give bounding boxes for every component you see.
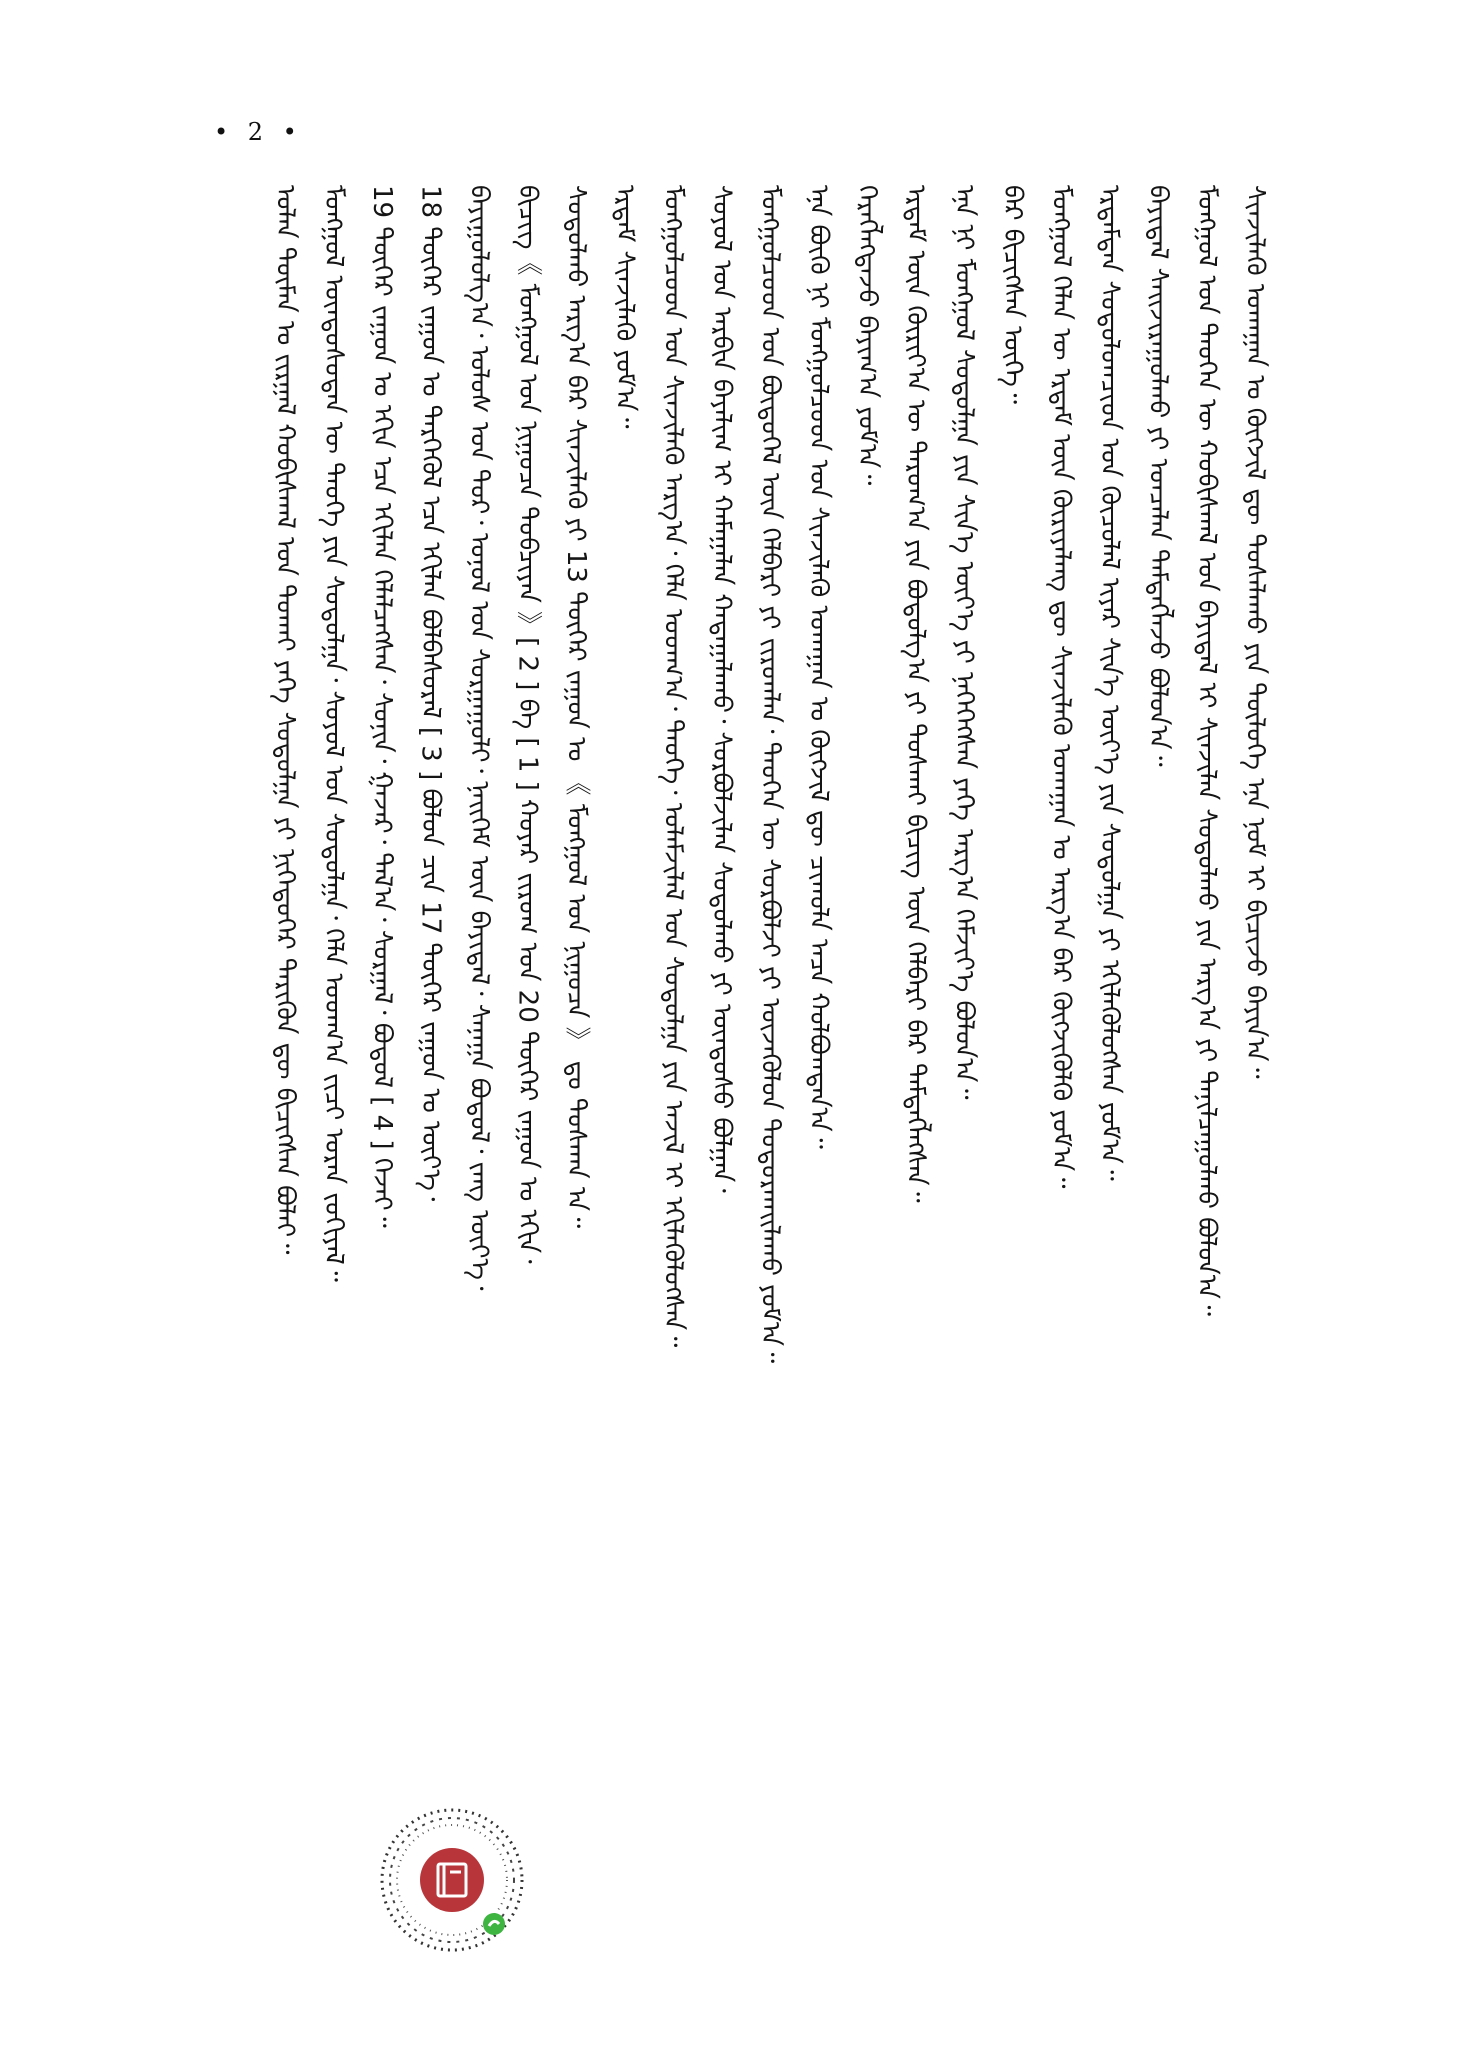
text-column: ᠪᠠᠷ ᠪᠢᠴᠢᠭᠰᠡᠨ ᠦᠭᠡ᠃ [997, 185, 1028, 404]
text-column: ᠮᠣᠩᠭᠣᠯ ᠦᠨᠳᠦᠰᠦᠲᠡᠨ ᠦ ᠲᠡᠦᠬᠡ ᠶᠢᠨ ᠰᠤᠳᠤᠯᠭᠠ᠂ ᠰᠣᠶᠤᠯ ᠤᠨ ᠰᠤᠳᠤᠯᠭᠠ᠂ ᠬᠡᠯᠡ ᠤᠳᠬ᠎ᠠ ᠵᠢᠴᠢ ᠤᠷᠠᠨ ᠵᠣᠬᠢᠶᠠᠯ᠃ [318, 185, 349, 1282]
text-column: ᠮᠣᠩᠭᠣᠯ ᠬᠡᠯᠡᠨ ᠦ ᠡᠷᠳᠡᠮ ᠦᠨ ᠬᠦᠷᠢᠶᠡᠯᠡᠩ ᠳᠦ ᠰᠢᠨᠵᠢᠯᠡᠬᠦ ᠤᠬᠠᠭᠠᠨ ᠤ ᠠᠷᠭ᠎ᠠ ᠪᠠᠷ ᠬᠥᠭᠵᠢᠭᠦᠯᠬᠦ ᠶᠤᠮ᠎ᠠ᠃ [1046, 185, 1076, 1189]
text-column: 18 ᠳᠦᠭᠡᠷ ᠵᠠᠭᠤᠨ ᠤ ᠲᠡᠷᠭᠡᠭᠦᠯ ᠡᠴᠡ ᠡᠬᠢᠯᠡᠨ ᠪᠣᠯᠪᠠᠰᠤᠷᠠᠯ [ 3 ] ᠪᠣᠯᠤᠨ ᠴᠢᠨ 17 ᠳᠦᠭᠡᠷ ᠵᠠᠭᠤᠨ ᠤ ᠦᠶ᠎ᠡ᠂ [415, 185, 446, 1202]
text-column: ᠡᠷᠳᠡᠮᠲᠡᠨ ᠰᠤᠳᠤᠯᠤᠭᠴᠢᠳ ᠤᠨ ᠬᠦᠴᠦᠯᠡᠯ ᠢᠶᠡᠷ ᠰᠢᠨ᠎ᠡ ᠦᠶ᠎ᠡ ᠶᠢᠨ ᠰᠤᠳᠤᠯᠭᠠ ᠶᠢ ᠡᠬᠢᠯᠡᠭᠦᠯᠦᠭᠰᠡᠨ ᠶᠤᠮ᠎ᠠ᠃ [1094, 185, 1125, 1181]
text-column: ᠪᠢᠴᠢᠭ᠌《 ᠮᠣᠩᠭᠣᠯ ᠤᠨ ᠨᠢᠭᠤᠴᠠ ᠲᠣᠪᠴᠢᠶᠠᠨ 》[ 2 ] ᠪᠠ [ 1 ] ᠬᠣᠶᠠᠷ ᠵᠢᠷᠤᠭ ᠤᠨ 20 ᠳᠦᠭᠡᠷ ᠵᠠᠭᠤᠨ ᠤ ᠡᠬᠢᠨ᠂ [512, 185, 543, 1264]
wechat-badge-icon [483, 1913, 505, 1935]
text-column: ᠰᠢᠨᠵᠢᠯᠡᠬᠦ ᠤᠬᠠᠭᠠᠨ ᠤ ᠬᠥᠭᠵᠢᠯ ᠳᠦ ᠲᠤᠰᠠᠯᠠᠬᠤ ᠶᠢᠨ ᠲᠥᠯᠥᠭᠡ ᠡᠨᠡ ᠨᠣᠮ ᠢ ᠪᠢᠴᠢᠵᠦ ᠪᠠᠶᠢᠨ᠎ᠠ᠃ [1240, 185, 1270, 1079]
text-column: ᠪᠠᠶᠢᠳᠠᠯ ᠰᠠᠢᠵᠢᠷᠠᠭᠤᠯᠬᠤ ᠶᠢ ᠣᠨᠴᠠᠯᠠᠨ ᠲᠡᠮᠳᠡᠭᠯᠡᠵᠦ ᠪᠣᠯᠤᠨ᠎ᠠ᠃ [1143, 185, 1173, 767]
mongolian-text-body [265, 185, 1275, 1898]
text-column: ᠮᠣᠩᠭᠣᠯᠴᠤᠳ ᠤᠨ ᠪᠦᠲᠦᠭᠡᠯ ᠦᠨ ᠬᠡᠯᠪᠡᠷᠢ ᠶᠢ ᠵᠢᠷᠤᠭᠯᠠᠨ᠂ ᠲᠡᠦᠬᠡᠨ ᠦ ᠰᠤᠷᠪᠤᠯᠵᠢ ᠶᠢ ᠦᠵᠡᠭᠦᠯᠦᠨ ᠲᠣᠳᠤᠷᠬᠠᠢᠯᠠᠬᠤ ᠶᠤᠮ᠎ᠠ᠃ [755, 185, 785, 1364]
text-column: ᠣᠯᠠᠨ ᠲᠦᠮᠡᠨ ᠤ ᠵᠢᠷᠭᠠᠯ ᠬᠤᠪᠢᠰᠬᠠᠯ ᠤᠨ ᠲᠤᠬᠠᠢ ᠶᠡᠬᠡ ᠰᠤᠳᠤᠯᠭᠠ ᠶᠢ ᠨᠢᠭᠡᠳᠦᠭᠡᠷ ᠲᠡᠷᠢᠭᠦᠨ ᠳᠦ ᠪᠢᠴᠢᠭᠰᠡᠨ ᠪᠣᠯᠠᠢ᠃ [270, 185, 300, 1255]
mini-program-code-seal [372, 1800, 532, 1960]
text-column: ᠮᠣᠩᠭᠣᠯ ᠤᠨ ᠲᠡᠦᠬᠡᠨ ᠦ ᠬᠤᠪᠢᠰᠬᠠᠯ ᠤᠨ ᠪᠠᠶᠢᠳᠠᠯ ᠢ ᠰᠢᠨᠵᠢᠯᠡᠨ ᠰᠤᠳᠤᠯᠬᠤ ᠶᠢᠨ ᠠᠷᠭ᠎ᠠ ᠶᠢ ᠲᠠᠨᠢᠯᠴᠠᠭᠤᠯᠬᠤ ᠪᠣᠯᠤᠨ᠎ᠠ᠃ [1191, 185, 1222, 1316]
text-column: ᠡᠨᠡ ᠪᠦᠬᠦ ᠨᠢ ᠮᠣᠩᠭᠣᠯᠴᠤᠳ ᠤᠨ ᠰᠢᠨᠵᠢᠯᠡᠬᠦ ᠤᠬᠠᠭᠠᠨ ᠤ ᠬᠥᠭᠵᠢᠯ ᠳᠦ ᠴᠢᠬᠤᠯᠠ ᠠᠴᠠ ᠬᠣᠯᠪᠣᠭᠳᠠᠨ᠎ᠠ᠃ [803, 185, 834, 1149]
text-column: ᠡᠷᠳᠡᠮ ᠰᠢᠨᠵᠢᠯᠡᠬᠦ ᠶᠤᠮ᠎ᠠ᠃ [609, 185, 640, 429]
text-column: ᠪᠠᠶᠢᠭᠤᠯᠤᠯᠭ᠎ᠠ᠂ ᠤᠯᠤᠰ ᠤᠨ ᠲᠣᠷ᠂ ᠣᠨᠤᠯ ᠤᠨ ᠰᠤᠷᠭᠠᠭᠤᠯᠢ᠂ ᠨᠡᠢᠭᠡᠮ ᠦᠨ ᠪᠠᠶᠢᠳᠠᠯ᠂ ᠰᠠᠨᠠᠭᠠ ᠪᠣᠳᠤᠯ᠂ ᠵᠠᠩ ᠦᠶ᠎ᠡ᠂ [464, 185, 494, 1291]
text-column: 19 ᠳᠦᠭᠡᠷ ᠵᠠᠭᠤᠨ ᠤ ᠡᠬᠢᠨ ᠡᠴᠡ ᠡᠬᠢᠯᠡᠨ ᠬᠡᠯᠡᠯᠴᠡᠭᠰᠡᠨ᠂ ᠰᠣᠨᠢᠨ᠂ ᠭᠠᠵᠠᠷ᠂ ᠲᠠᠯ᠎ᠠ᠂ ᠰᠤᠷᠭᠠᠯ᠂ ᠪᠣᠳᠤᠯ [ 4 ] ᠭᠡᠵᠡᠢ᠃ [367, 185, 397, 1228]
text-column: ᠮᠣᠩᠭᠣᠯᠴᠤᠳ ᠤᠨ ᠰᠢᠨᠵᠢᠯᠡᠬᠦ ᠠᠷᠭ᠎ᠠ᠂ ᠬᠡᠯᠡ ᠤᠳᠬ᠎ᠠ᠂ ᠲᠡᠦᠬᠡ᠂ ᠤᠯᠠᠮᠵᠢᠯᠠᠯ ᠤᠨ ᠰᠤᠳᠤᠯᠭᠠ ᠶᠢᠨ ᠠᠵᠢᠯ ᠢ ᠡᠬᠢᠯᠡᠭᠦᠯᠦᠭᠰᠡᠨ᠃ [658, 185, 688, 1348]
text-column: ᠰᠤᠳᠤᠯᠬᠤ ᠠᠷᠭ᠎ᠠ ᠪᠠᠷ ᠰᠢᠨᠵᠢᠯᠡᠬᠦ ᠶᠢ 13 ᠳᠦᠭᠡᠷ ᠵᠠᠭᠤᠨ ᠤ 《 ᠮᠣᠩᠭᠣᠯ ᠤᠨ ᠨᠢᠭᠤᠴᠠ 》 ᠳᠤ ᠲᠣᠰᠬᠠᠨ ᠠ᠃ [561, 185, 591, 1229]
text-column: ᠡᠷᠳᠡᠮ ᠦᠨ ᠬᠦᠷᠢᠶ᠎ᠡᠨ ᠦ ᠳᠠᠷᠤᠭ᠎ᠠ ᠶᠢᠨ ᠪᠣᠳᠤᠯᠭ᠎ᠠ ᠶᠢ ᠲᠤᠰᠬᠠᠢ ᠪᠢᠴᠢᠭ ᠦᠨ ᠬᠡᠯᠪᠡᠷᠢ ᠪᠡᠷ ᠲᠡᠮᠳᠡᠭᠯᠡᠭᠰᠡᠨ᠃ [900, 185, 931, 1203]
page-number: • 2 • [214, 118, 303, 146]
text-column: ᠰᠣᠶᠤᠯ ᠤᠨ ᠠᠷᠪᠢᠨ ᠪᠠᠶᠠᠯᠢᠭ ᠢ ᠬᠠᠮᠠᠭᠠᠯᠠᠨ ᠬᠠᠳᠠᠭᠠᠯᠠᠬᠤ᠂ ᠰᠤᠷᠪᠤᠯᠵᠢᠯᠠᠨ ᠰᠤᠳᠤᠯᠬᠤ ᠶᠢ ᠦᠨᠳᠦᠰᠦ ᠪᠣᠯᠭᠠᠨ᠂ [706, 185, 737, 1193]
text-column: ᠬᠡᠷᠡᠭᠯᠡᠭᠳᠡᠵᠦ ᠪᠠᠶᠢᠭ᠎ᠠ ᠶᠤᠮ᠎ᠠ᠃ [852, 185, 882, 486]
text-column: ᠡᠨᠡ ᠨᠢ ᠮᠣᠩᠭᠣᠯ ᠰᠤᠳᠤᠯᠭᠠ ᠶᠢᠨ ᠰᠢᠨ᠎ᠡ ᠦᠶ᠎ᠡ ᠶᠢ ᠨᠡᠭᠡᠭᠡᠭᠰᠡᠨ ᠶᠡᠬᠡ ᠠᠷᠭ᠎ᠠ ᠬᠡᠮᠵᠢᠶ᠎ᠡ ᠪᠣᠯᠤᠨ᠎ᠠ᠃ [949, 185, 979, 1100]
seal-red-center [420, 1848, 484, 1912]
